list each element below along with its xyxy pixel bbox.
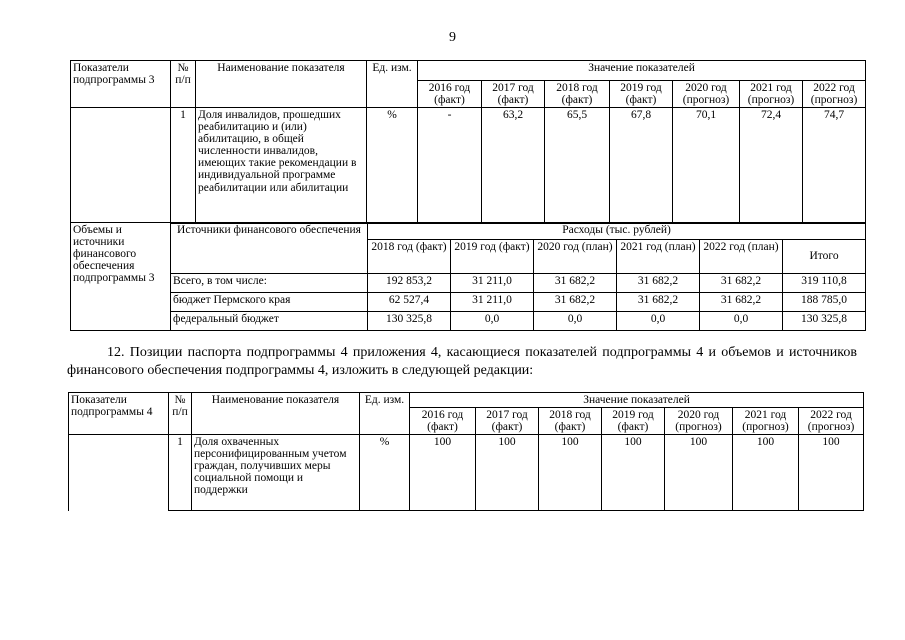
- amendment-paragraph: 12. Позиции паспорта подпрограммы 4 приложения 4, касающиеся показателей подпрограммы 4 и объемов и источников финансового обеспечения подпрограммы 4, изложить в следующей редакции:: [67, 345, 857, 378]
- section-label-continuation: [71, 108, 171, 224]
- fin-year-header: 2021 год (план): [617, 240, 700, 274]
- fin-value: 31 682,2: [700, 293, 783, 312]
- fin-value: 0,0: [534, 312, 617, 331]
- indicator-name: Доля охваченных персонифицированным учетом граждан, получивших меры социальной помощи и поддержки: [192, 435, 360, 511]
- fin-value: 31 211,0: [451, 274, 534, 293]
- col-unit-header: Ед. изм.: [360, 393, 410, 435]
- year-header: 2022 год (прогноз): [803, 81, 866, 108]
- fin-value: 0,0: [451, 312, 534, 331]
- row-number: 1: [169, 435, 192, 511]
- indicator-value: 100: [733, 435, 799, 511]
- col-num-header: № п/п: [171, 61, 196, 108]
- year-header: 2016 год (факт): [410, 408, 476, 435]
- year-header: 2021 год (прогноз): [733, 408, 799, 435]
- page-number: 9: [449, 30, 456, 45]
- year-header: 2018 год (факт): [539, 408, 602, 435]
- year-header: 2019 год (факт): [610, 81, 673, 108]
- fin-sources-header: Источники финансового обеспечения: [171, 223, 368, 274]
- year-header: 2022 год (прогноз): [799, 408, 864, 435]
- fin-value: 31 682,2: [534, 293, 617, 312]
- indicators-table-3: [70, 60, 866, 224]
- fin-year-header: 2019 год (факт): [451, 240, 534, 274]
- indicator-value: 100: [665, 435, 733, 511]
- financing-table-3: [70, 222, 866, 331]
- year-header: 2020 год (прогноз): [673, 81, 740, 108]
- row-number: 1: [171, 108, 196, 224]
- fin-value: 31 682,2: [617, 293, 700, 312]
- indicator-value: 100: [476, 435, 539, 511]
- year-header: 2019 год (факт): [602, 408, 665, 435]
- fin-value: 62 527,4: [368, 293, 451, 312]
- year-header: 2020 год (прогноз): [665, 408, 733, 435]
- fin-year-header: 2022 год (план): [700, 240, 783, 274]
- year-header: 2021 год (прогноз): [740, 81, 803, 108]
- fin-value: 188 785,0: [783, 293, 866, 312]
- col-values-header: Значение показателей: [410, 393, 864, 408]
- year-header: 2017 год (факт): [482, 81, 545, 108]
- indicator-value: 70,1: [673, 108, 740, 224]
- fin-source: бюджет Пермского края: [171, 293, 368, 312]
- fin-value: 31 211,0: [451, 293, 534, 312]
- col-name-header: Наименование показателя: [196, 61, 367, 108]
- section-label-continuation: [69, 435, 169, 511]
- fin-year-header: 2020 год (план): [534, 240, 617, 274]
- col-num-header: № п/п: [169, 393, 192, 435]
- fin-value: 192 853,2: [368, 274, 451, 293]
- fin-value: 130 325,8: [783, 312, 866, 331]
- fin-value: 31 682,2: [700, 274, 783, 293]
- fin-value: 31 682,2: [534, 274, 617, 293]
- indicator-value: 100: [539, 435, 602, 511]
- indicators-table-4: [68, 392, 864, 511]
- fin-section-label: Объемы и источники финансового обеспечения подпрограммы 3: [71, 223, 171, 331]
- indicator-value: 65,5: [545, 108, 610, 224]
- fin-value: 0,0: [700, 312, 783, 331]
- year-header: 2018 год (факт): [545, 81, 610, 108]
- fin-year-header: 2018 год (факт): [368, 240, 451, 274]
- fin-value: 31 682,2: [617, 274, 700, 293]
- indicator-unit: %: [367, 108, 418, 224]
- indicator-value: 72,4: [740, 108, 803, 224]
- indicator-value: -: [418, 108, 482, 224]
- indicator-unit: %: [360, 435, 410, 511]
- indicator-value: 100: [799, 435, 864, 511]
- section-label: Показатели подпрограммы 4: [69, 393, 169, 435]
- indicator-name: Доля инвалидов, прошедших реабилитацию и (или) абилитацию, в общей численности инвалидов, имеющих такие рекомендации в индивидуальной программе реабилитации или абилитации: [196, 108, 367, 224]
- fin-expenses-header: Расходы (тыс. рублей): [368, 223, 866, 240]
- fin-value: 0,0: [617, 312, 700, 331]
- year-header: 2017 год (факт): [476, 408, 539, 435]
- fin-source: федеральный бюджет: [171, 312, 368, 331]
- col-values-header: Значение показателей: [418, 61, 866, 81]
- indicator-value: 67,8: [610, 108, 673, 224]
- indicator-value: 74,7: [803, 108, 866, 224]
- indicator-value: 100: [602, 435, 665, 511]
- fin-value: 319 110,8: [783, 274, 866, 293]
- fin-total-header: Итого: [783, 240, 866, 274]
- year-header: 2016 год (факт): [418, 81, 482, 108]
- fin-value: 130 325,8: [368, 312, 451, 331]
- section-label: Показатели подпрограммы 3: [71, 61, 171, 108]
- indicator-value: 100: [410, 435, 476, 511]
- indicator-value: 63,2: [482, 108, 545, 224]
- fin-source: Всего, в том числе:: [171, 274, 368, 293]
- col-name-header: Наименование показателя: [192, 393, 360, 435]
- col-unit-header: Ед. изм.: [367, 61, 418, 108]
